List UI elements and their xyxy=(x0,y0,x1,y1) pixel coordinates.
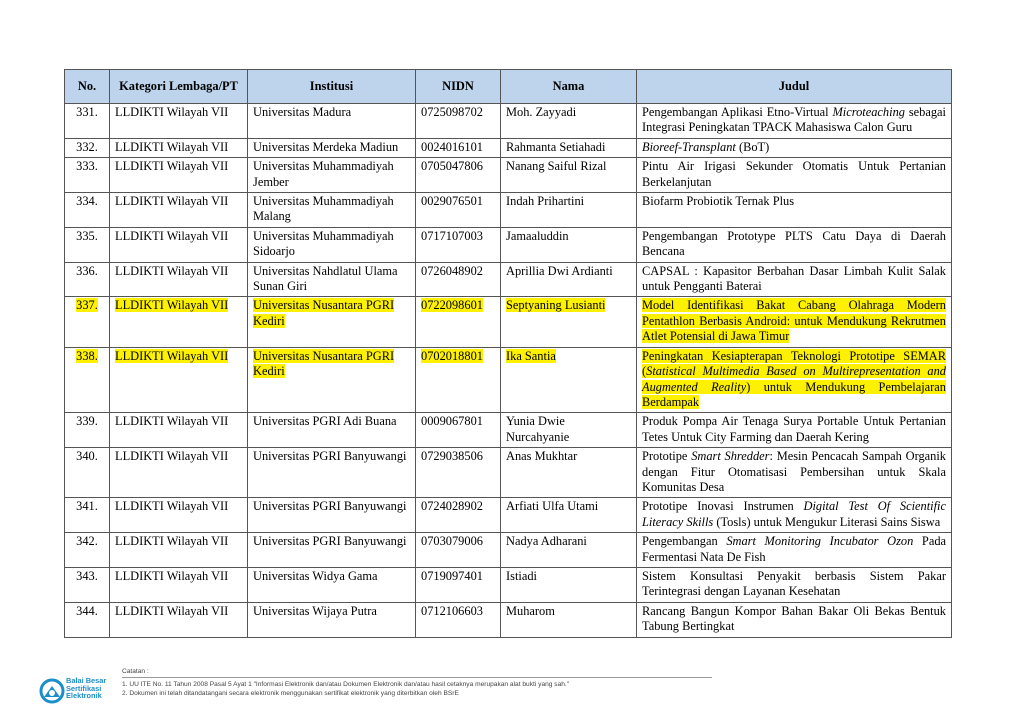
header-kategori: Kategori Lembaga/PT xyxy=(110,70,248,104)
table-row xyxy=(65,227,952,262)
cell-institusi xyxy=(248,138,416,157)
nidn-text: 0703079006 xyxy=(421,534,483,549)
kategori-text: LLDIKTI Wilayah VII xyxy=(115,414,229,429)
cell-nidn xyxy=(416,297,501,347)
cell-nama xyxy=(501,533,637,568)
nidn-text: 0712106603 xyxy=(421,603,483,618)
no-text: 331. xyxy=(76,105,98,119)
cell-nama xyxy=(501,448,637,498)
nama-text: Ika Santia xyxy=(506,348,556,363)
cell-nidn xyxy=(416,498,501,533)
judul-text: CAPSAL : Kapasitor Berbahan Dasar Limbah Kulit Salak untuk Pengganti Baterai xyxy=(642,263,946,294)
nama-text: Nadya Adharani xyxy=(506,534,587,549)
kategori-text: LLDIKTI Wilayah VII xyxy=(115,105,229,119)
table-row xyxy=(65,158,952,193)
nidn-text: 0726048902 xyxy=(421,263,483,278)
table-row xyxy=(65,413,952,448)
cell-nama xyxy=(501,138,637,157)
judul-text: Rancang Bangun Kompor Bahan Bakar Oli Bekas Bentuk Tabung Bertingkat xyxy=(642,603,946,634)
nidn-text: 0724028902 xyxy=(421,499,483,514)
institusi-text: Universitas Wijaya Putra xyxy=(253,603,377,618)
cell-judul xyxy=(637,347,952,413)
cell-judul xyxy=(637,297,952,347)
table-body xyxy=(65,104,952,638)
nidn-text: 0729038506 xyxy=(421,449,483,464)
no-text: 341. xyxy=(76,499,98,514)
no-text: 333. xyxy=(76,159,98,174)
cell-nama xyxy=(501,297,637,347)
no-text: 336. xyxy=(76,263,98,278)
nama-text: Rahmanta Setiahadi xyxy=(506,139,606,154)
logo-line-1: Balai Besar xyxy=(66,676,107,685)
table-row xyxy=(65,533,952,568)
cell-kategori xyxy=(110,498,248,533)
cell-no xyxy=(65,104,110,139)
no-text: 339. xyxy=(76,414,98,429)
cell-kategori xyxy=(110,158,248,193)
judul-text: Statistical Multimedia Based on Multirepresentation and Augmented Reality xyxy=(642,364,946,394)
no-text: 340. xyxy=(76,449,98,464)
cell-nidn xyxy=(416,347,501,413)
nama-text: Moh. Zayyadi xyxy=(506,105,577,119)
cell-institusi xyxy=(248,347,416,413)
cell-institusi xyxy=(248,227,416,262)
institusi-text: Universitas Nahdlatul Ulama Sunan Giri xyxy=(253,263,398,294)
table-row xyxy=(65,602,952,637)
cell-nidn xyxy=(416,138,501,157)
cell-judul xyxy=(637,498,952,533)
table-header-row xyxy=(65,70,952,104)
nidn-text: 0722098601 xyxy=(421,298,483,313)
institusi-text: Universitas Madura xyxy=(253,105,352,119)
nama-text: Anas Mukhtar xyxy=(506,449,578,464)
note-2: 2. Dokumen ini telah ditandatangani secara elektronik menggunakan sertifikat elektronik yang diterbitkan oleh BSrE xyxy=(122,690,459,698)
judul-text: Peningkatan Kesiapterapan Teknologi Prototipe SEMAR ( xyxy=(642,348,946,379)
judul-text: Smart Shredder xyxy=(691,449,770,464)
cell-no xyxy=(65,448,110,498)
cell-institusi xyxy=(248,448,416,498)
cell-judul xyxy=(637,193,952,228)
judul-text: Produk Pompa Air Tenaga Surya Portable Untuk Pertanian Tetes Untuk City Farming dan Daerah Kering xyxy=(642,414,946,444)
cell-nama xyxy=(501,567,637,602)
logo-line-2: Sertifikasi xyxy=(66,683,102,693)
footer xyxy=(38,667,988,717)
cell-judul xyxy=(637,413,952,448)
table-row xyxy=(65,262,952,297)
cell-kategori xyxy=(110,262,248,297)
cell-institusi xyxy=(248,533,416,568)
cell-nidn xyxy=(416,413,501,448)
cell-no xyxy=(65,347,110,413)
header-nidn: NIDN xyxy=(416,70,501,104)
institusi-text: Universitas Merdeka Madiun xyxy=(253,139,399,154)
nidn-text: 0702018801 xyxy=(421,348,483,363)
judul-text: Model Identifikasi Bakat Cabang Olahraga Modern Pentathlon Berbasis Android: untuk Mendukung Rekrutmen Atlet Potensial di Jawa Timur xyxy=(642,298,946,344)
kategori-text: LLDIKTI Wilayah VII xyxy=(115,228,229,243)
cell-kategori xyxy=(110,533,248,568)
kategori-text: LLDIKTI Wilayah VII xyxy=(115,449,229,464)
institusi-text: Universitas PGRI Adi Buana xyxy=(253,414,397,429)
judul-text: Pengembangan xyxy=(642,534,727,549)
header-institusi: Institusi xyxy=(248,70,416,104)
nidn-text: 0705047806 xyxy=(421,159,483,174)
kategori-text: LLDIKTI Wilayah VII xyxy=(115,159,229,174)
judul-text: Prototipe Inovasi Instrumen xyxy=(642,499,804,514)
table-row xyxy=(65,138,952,157)
no-text: 343. xyxy=(76,568,98,583)
institusi-text: Universitas PGRI Banyuwangi xyxy=(253,449,407,464)
table-row xyxy=(65,498,952,533)
cell-nidn xyxy=(416,602,501,637)
footer-notes xyxy=(122,667,722,699)
no-text: 334. xyxy=(76,194,98,209)
cell-judul xyxy=(637,138,952,157)
cell-institusi xyxy=(248,498,416,533)
cell-nidn xyxy=(416,158,501,193)
cell-kategori xyxy=(110,104,248,139)
cell-kategori xyxy=(110,448,248,498)
institusi-text: Universitas Muhammadiyah Jember xyxy=(253,159,394,189)
cell-nama xyxy=(501,227,637,262)
kategori-text: LLDIKTI Wilayah VII xyxy=(115,348,229,363)
cell-kategori xyxy=(110,347,248,413)
judul-text: Digital Test Of Scientific Literacy Skills xyxy=(642,499,946,529)
judul-text: ) untuk Mendukung Pembelajaran Berdampak xyxy=(642,379,946,409)
nama-text: Istiadi xyxy=(506,568,537,583)
nidn-text: 0719097401 xyxy=(421,568,483,583)
cell-institusi xyxy=(248,297,416,347)
no-text: 338. xyxy=(76,348,98,363)
table-row xyxy=(65,567,952,602)
cell-nama xyxy=(501,413,637,448)
kategori-text: LLDIKTI Wilayah VII xyxy=(115,298,229,313)
cell-nidn xyxy=(416,262,501,297)
cell-kategori xyxy=(110,602,248,637)
kategori-text: LLDIKTI Wilayah VII xyxy=(115,194,229,209)
institusi-text: Universitas PGRI Banyuwangi xyxy=(253,499,407,514)
judul-text: : Mesin Pencacah Sampah Organik dengan Fitur Otomatisasi Pembersihan untuk Skala Komunitas Desa xyxy=(642,449,947,494)
logo-text xyxy=(66,677,106,700)
judul-text: Bioreef-Transplant xyxy=(642,139,736,154)
no-text: 332. xyxy=(76,139,98,154)
nama-text: Nanang Saiful Rizal xyxy=(506,159,607,174)
cell-institusi xyxy=(248,567,416,602)
institusi-text: Universitas Widya Gama xyxy=(253,568,378,583)
cell-kategori xyxy=(110,138,248,157)
cell-institusi xyxy=(248,262,416,297)
judul-text: Pintu Air Irigasi Sekunder Otomatis Untuk Pertanian Berkelanjutan xyxy=(642,159,946,189)
cell-nidn xyxy=(416,448,501,498)
cell-no xyxy=(65,413,110,448)
nidn-text: 0725098702 xyxy=(421,105,483,119)
kategori-text: LLDIKTI Wilayah VII xyxy=(115,603,229,618)
header-no: No. xyxy=(65,70,110,104)
cell-nidn xyxy=(416,567,501,602)
table-row xyxy=(65,448,952,498)
nidn-text: 0009067801 xyxy=(421,414,483,429)
cell-judul xyxy=(637,227,952,262)
table-row xyxy=(65,193,952,228)
judul-text: Sistem Konsultasi Penyakit berbasis Sistem Pakar Terintegrasi dengan Layanan Kesehatan xyxy=(642,568,946,599)
notes-title: Catatan : xyxy=(122,668,149,675)
no-text: 342. xyxy=(76,534,98,549)
judul-text: Pada Fermentasi Nata De Fish xyxy=(642,534,947,564)
note-1: 1. UU ITE No. 11 Tahun 2008 Pasal 5 Ayat 1 "Informasi Elektronik dan/atau Dokumen Elektronik dan/atau hasil cetaknya merupakan alat bukti yang sah." xyxy=(122,681,570,689)
cell-no xyxy=(65,262,110,297)
cell-no xyxy=(65,138,110,157)
data-table xyxy=(64,69,952,638)
cell-judul xyxy=(637,158,952,193)
judul-text: (Tosls) untuk Mengukur Literasi Sains Siswa xyxy=(713,514,941,529)
cell-nidn xyxy=(416,227,501,262)
cell-institusi xyxy=(248,104,416,139)
cell-no xyxy=(65,193,110,228)
cell-kategori xyxy=(110,567,248,602)
judul-text: Pengembangan Prototype PLTS Catu Daya di Daerah Bencana xyxy=(642,228,946,259)
cell-judul xyxy=(637,602,952,637)
cell-judul xyxy=(637,262,952,297)
cell-kategori xyxy=(110,413,248,448)
cell-no xyxy=(65,158,110,193)
nama-text: Septyaning Lusianti xyxy=(506,298,606,313)
cell-no xyxy=(65,533,110,568)
kategori-text: LLDIKTI Wilayah VII xyxy=(115,568,229,583)
judul-text: Pengembangan Aplikasi Etno-Virtual xyxy=(642,105,833,119)
nama-text: Arfiati Ulfa Utami xyxy=(506,499,599,514)
nama-text: Muharom xyxy=(506,603,555,618)
cell-nidn xyxy=(416,193,501,228)
cell-kategori xyxy=(110,297,248,347)
cell-nama xyxy=(501,347,637,413)
institusi-text: Universitas PGRI Banyuwangi xyxy=(253,534,407,549)
cell-no xyxy=(65,297,110,347)
judul-text: Biofarm Probiotik Ternak Plus xyxy=(642,194,795,209)
cell-institusi xyxy=(248,602,416,637)
cell-nama xyxy=(501,602,637,637)
kategori-text: LLDIKTI Wilayah VII xyxy=(115,139,229,154)
institusi-text: Universitas Muhammadiyah Sidoarjo xyxy=(253,228,394,259)
cell-nama xyxy=(501,498,637,533)
cell-kategori xyxy=(110,227,248,262)
cell-nidn xyxy=(416,104,501,139)
no-text: 335. xyxy=(76,228,98,243)
nidn-text: 0717107003 xyxy=(421,228,483,243)
header-judul: Judul xyxy=(637,70,952,104)
logo-line-3: Elektronik xyxy=(66,691,102,701)
kategori-text: LLDIKTI Wilayah VII xyxy=(115,499,229,514)
cell-nidn xyxy=(416,533,501,568)
judul-text: Smart Monitoring Incubator Ozon xyxy=(726,534,914,549)
cell-no xyxy=(65,498,110,533)
cell-judul xyxy=(637,567,952,602)
bsre-logo-icon xyxy=(38,675,118,715)
judul-text: Prototipe xyxy=(642,449,692,464)
institusi-text: Universitas Muhammadiyah Malang xyxy=(253,194,394,224)
cell-judul xyxy=(637,104,952,139)
cell-institusi xyxy=(248,413,416,448)
nama-text: Aprillia Dwi Ardianti xyxy=(506,263,613,278)
cell-judul xyxy=(637,533,952,568)
cell-institusi xyxy=(248,158,416,193)
nidn-text: 0024016101 xyxy=(421,139,483,154)
cell-nama xyxy=(501,193,637,228)
institusi-text: Universitas Nusantara PGRI Kediri xyxy=(253,348,395,379)
cell-nama xyxy=(501,158,637,193)
cell-nama xyxy=(501,262,637,297)
cell-judul xyxy=(637,448,952,498)
table-row xyxy=(65,347,952,413)
table-row xyxy=(65,104,952,139)
judul-text: Microteaching xyxy=(832,105,905,119)
cell-no xyxy=(65,567,110,602)
table-row xyxy=(65,297,952,347)
no-text: 344. xyxy=(76,603,98,618)
nama-text: Indah Prihartini xyxy=(506,194,585,209)
judul-text: sebagai Integrasi Peningkatan TPACK Mahasiswa Calon Guru xyxy=(642,105,946,135)
nama-text: Jamaaluddin xyxy=(506,228,569,243)
nama-text: Yunia Dwie Nurcahyanie xyxy=(506,414,570,444)
institusi-text: Universitas Nusantara PGRI Kediri xyxy=(253,298,395,328)
kategori-text: LLDIKTI Wilayah VII xyxy=(115,534,229,549)
cell-no xyxy=(65,602,110,637)
cell-kategori xyxy=(110,193,248,228)
judul-text: (BoT) xyxy=(735,139,770,154)
cell-nama xyxy=(501,104,637,139)
cell-institusi xyxy=(248,193,416,228)
kategori-text: LLDIKTI Wilayah VII xyxy=(115,263,229,278)
header-nama: Nama xyxy=(501,70,637,104)
cell-no xyxy=(65,227,110,262)
no-text: 337. xyxy=(76,298,98,313)
nidn-text: 0029076501 xyxy=(421,194,483,209)
notes-divider xyxy=(122,677,712,678)
